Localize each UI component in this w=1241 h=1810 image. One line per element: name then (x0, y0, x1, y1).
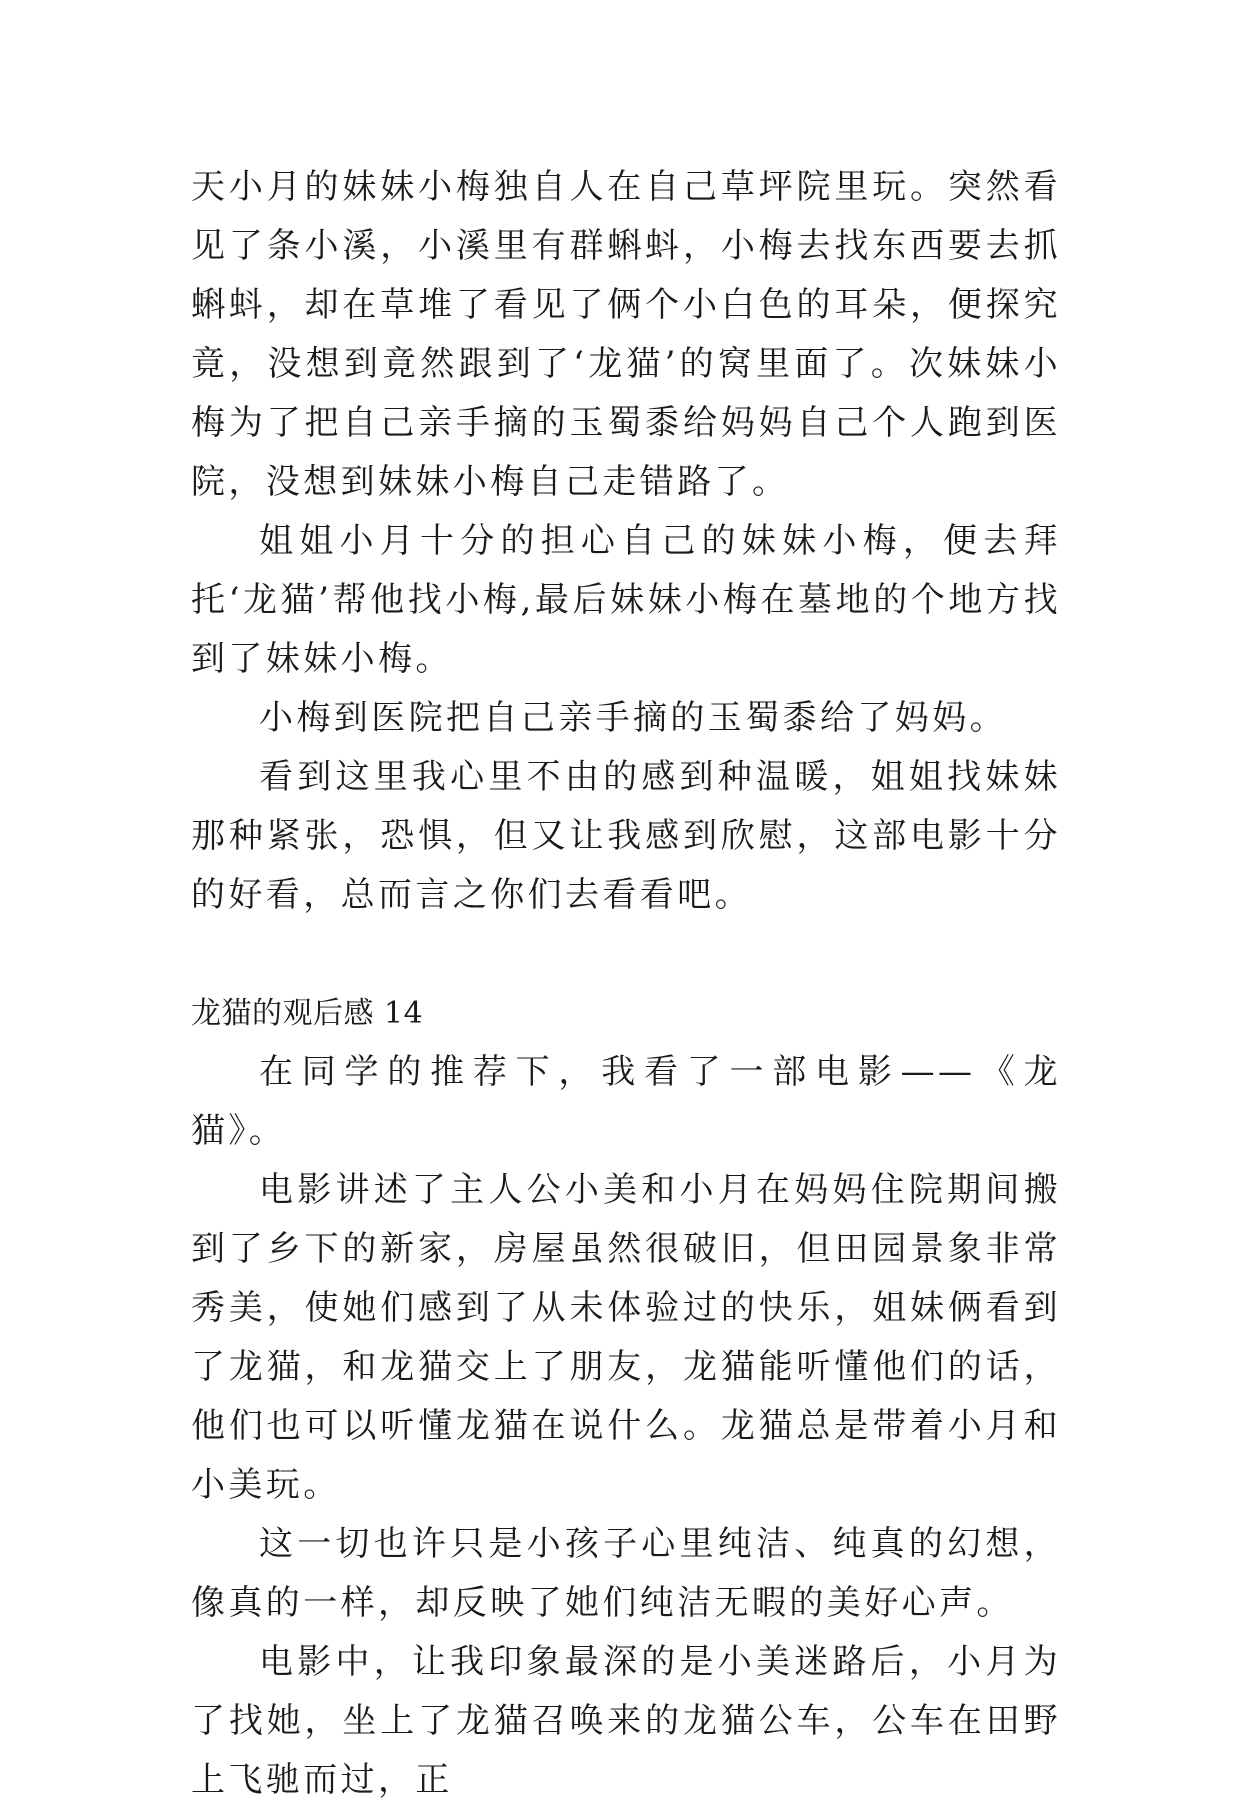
document-page (191, 158, 1061, 1810)
paragraph: 电影中，让我印象最深的是小美迷路后，小月为了找她，坐上了龙猫召唤来的龙猫公车，公车在田野上飞驰而过，正 (191, 1642, 1061, 1800)
paragraph: 这一切也许只是小孩子心里纯洁、纯真的幻想，像真的一样，却反映了她们纯洁无暇的美好心声。 (191, 1524, 1061, 1623)
section-spacer (191, 925, 1061, 984)
paragraph: 看到这里我心里不由的感到种温暖，姐姐找妹妹那种紧张，恐惧，但又让我感到欣慰，这部电影十分的好看，总而言之你们去看看吧。 (191, 757, 1061, 915)
paragraph: 在同学的推荐下，我看了一部电影——《龙猫》。 (191, 1052, 1061, 1151)
paragraph: 姐姐小月十分的担心自己的妹妹小梅，便去拜托‘龙猫’帮他找小梅,最后妹妹小梅在墓地的个地方找到了妹妹小梅。 (191, 521, 1061, 679)
paragraph: 电影讲述了主人公小美和小月在妈妈住院期间搬到了乡下的新家，房屋虽然很破旧，但田园景象非常秀美，使她们感到了从未体验过的快乐，姐妹俩看到了龙猫，和龙猫交上了朋友，龙猫能听懂他们的话，他们也可以听懂龙猫在说什么。龙猫总是带着小月和小美玩。 (191, 1170, 1061, 1505)
section-title: 龙猫的观后感 14 (191, 996, 424, 1031)
paragraph: 小梅到医院把自己亲手摘的玉蜀黍给了妈妈。 (259, 698, 1007, 738)
paragraph-continued: 天小月的妹妹小梅独自人在自己草坪院里玩。突然看见了条小溪，小溪里有群蝌蚪，小梅去找东西要去抓蝌蚪，却在草堆了看见了俩个小白色的耳朵，便探究竟，没想到竟然跟到了‘龙猫’的窝里面了。次妹妹小梅为了把自己亲手摘的玉蜀黍给妈妈自己个人跑到医院，没想到妹妹小梅自己走错路了。 (191, 167, 1061, 502)
